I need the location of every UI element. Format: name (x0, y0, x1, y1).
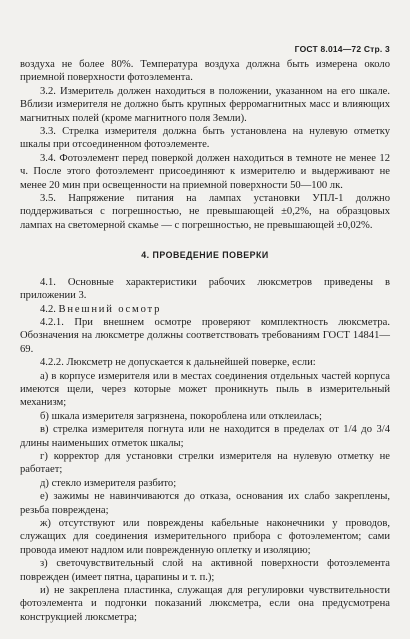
list-item-zh: ж) отсутствуют или повреждены кабельные наконечники у проводов, служащих для соединения измерительного прибора с фотоэлементом; сами провода имеют надлом или поврежденную оплетку и изоляцию; (20, 518, 390, 556)
list-item-z: з) светочувствительный слой на активной поверхности фотоэлемента поврежден (имеет пятна, царапины и т. п.); (20, 558, 390, 583)
paragraph-continued: воздуха не более 80%. Температура воздуха должна быть измерена около приемной поверхности фотоэлемента. (20, 59, 390, 84)
paragraph-4-2-number: 4.2. (40, 303, 59, 315)
list-item-g: г) корректор для установки стрелки измерителя на нулевую отметку не работает; (20, 450, 390, 476)
paragraph-3-4: 3.4. Фотоэлемент перед поверкой должен находиться в темноте не менее 12 ч. После этого фотоэлемент присоединяют к измерителю и выдерживают не менее 20 мин при освещенности на приемной поверхности 50—100 лк. (20, 152, 390, 191)
list-item-e: е) зажимы не навинчиваются до отказа, основания их слабо закреплены, резьба повреждена; (20, 491, 390, 516)
list-item-d: д) стекло измерителя разбито; (40, 477, 177, 489)
list-item-a: а) в корпусе измерителя или в местах соединения отдельных частей корпуса имеются щели, через которые может проникнуть пыль в измерительный механизм; (20, 370, 390, 409)
paragraph-4-1: 4.1. Основные характеристики рабочих люксметров приведены в приложении 3. (20, 276, 390, 302)
paragraph-4-2-title: Внешний осмотр (58, 303, 162, 315)
list-item-v: в) стрелка измерителя погнута или не находится в пределах от 1/4 до 3/4 длины наименьших отметок шкалы; (20, 424, 390, 449)
page-header: ГОСТ 8.014—72 Стр. 3 (294, 44, 390, 54)
paragraph-3-5: 3.5. Напряжение питания на лампах установки УПЛ-1 должно поддерживаться с погрешностью, не превышающей ±0,2%, на образцовых лампах на светомерной скамье — с погрешностью, не превышающей ±0,02%. (20, 193, 390, 231)
paragraph-4-2 (20, 303, 390, 316)
paragraph-3-3: 3.3. Стрелка измерителя должна быть установлена на нулевую отметку шкалы при отсоединенном фотоэлементе. (20, 126, 390, 151)
list-item-i: и) не закреплена пластинка, служащая для регулировки чувствительности фотоэлемента и подгонки показаний люксметра, если она предусмотрена конструкцией люксметра; (20, 585, 390, 623)
paragraph-4-2-1: 4.2.1. При внешнем осмотре проверяют комплектность люксметра. Обозначения на люксметре должны соответствовать требованиям ГОСТ 14841—69. (20, 316, 390, 355)
document-body (20, 58, 390, 624)
paragraph-4-2-2: 4.2.2. Люксметр не допускается к дальнейшей поверке, если: (40, 357, 316, 369)
section-title: 4. ПРОВЕДЕНИЕ ПОВЕРКИ (141, 250, 269, 261)
list-item-b: б) шкала измерителя загрязнена, покороблена или отклеилась; (40, 410, 322, 422)
paragraph-3-2: 3.2. Измеритель должен находиться в положении, указанном на его шкале. Вблизи измерителя не должно быть крупных ферромагнитных масс и влияющих магнитных полей (кроме магнитного поля Земли). (20, 85, 390, 124)
